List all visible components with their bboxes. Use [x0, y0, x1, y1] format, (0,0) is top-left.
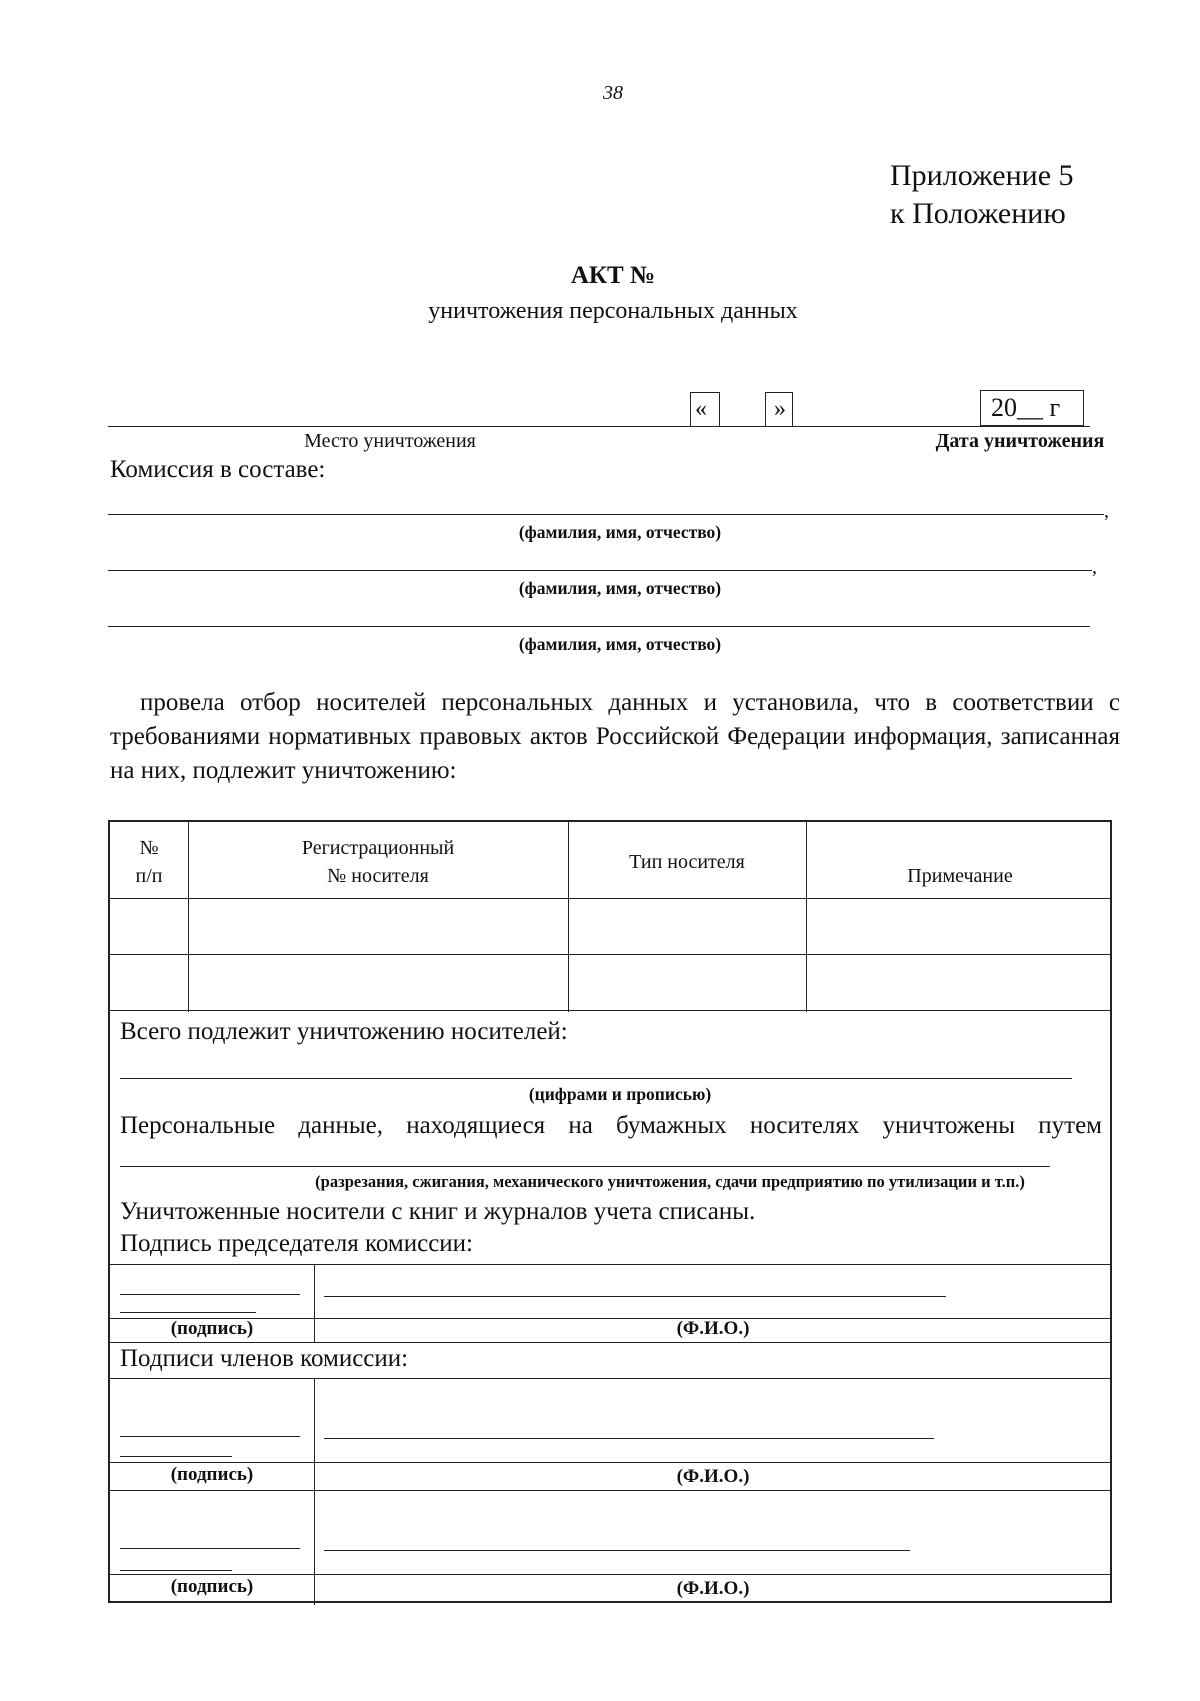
fio-caption-1: (фамилия, имя, отчество): [518, 522, 722, 542]
member1-signature-underline: [120, 1456, 232, 1457]
chair-signature-label: Подпись председателя комиссии:: [120, 1230, 474, 1257]
chair-block-top: [110, 1264, 1112, 1265]
col-header-number: [110, 834, 188, 890]
member2-signature-line[interactable]: [120, 1548, 300, 1549]
year-box[interactable]: 20__ г: [980, 390, 1084, 426]
commission-member-line-2[interactable]: [108, 570, 1092, 571]
member2-signature-underline: [120, 1570, 232, 1571]
member2-fio-caption: (Ф.И.О.): [676, 1578, 750, 1599]
page-number: 38: [603, 82, 623, 104]
table-cell-r1-note[interactable]: [807, 899, 1112, 954]
paper-method-line[interactable]: [120, 1166, 1050, 1167]
col-header-number-line1: №: [139, 837, 159, 859]
chair-block-bottom: [110, 1342, 1112, 1343]
media-table: [108, 820, 1112, 1603]
member1-block-top: [110, 1378, 1112, 1379]
member1-block-bottom: [110, 1490, 1112, 1491]
commission-member-line-1[interactable]: [108, 514, 1104, 515]
member1-caption-top: [110, 1462, 1112, 1463]
col-header-media-type: Тип носителя: [629, 851, 745, 873]
fio-caption-3: (фамилия, имя, отчество): [518, 634, 722, 654]
member2-signature-caption: (подпись): [170, 1576, 254, 1597]
members-signature-label: Подписи членов комиссии:: [120, 1345, 409, 1372]
table-cell-r2-reg[interactable]: [189, 955, 568, 1010]
chair-signature-underline: [120, 1312, 256, 1313]
member1-signature-caption: (подпись): [170, 1464, 254, 1485]
member2-fio-line[interactable]: [324, 1550, 910, 1551]
col-header-reg-line2: № носителя: [327, 865, 429, 887]
total-line[interactable]: [120, 1078, 1072, 1079]
chair-signature-caption: (подпись): [170, 1318, 254, 1339]
written-off-text: Уничтоженные носители с книг и журналов учета списаны.: [120, 1198, 756, 1225]
date-caption: Дата уничтожения: [935, 430, 1105, 452]
appendix-header: [890, 157, 1074, 233]
table-cell-r2-type[interactable]: [569, 955, 806, 1010]
day-open-quote: «: [690, 392, 720, 426]
table-cell-r1-number[interactable]: [110, 899, 188, 954]
member1-fio-line[interactable]: [324, 1438, 934, 1439]
chair-signature-line[interactable]: [120, 1294, 300, 1295]
commission-label: Комиссия в составе:: [110, 456, 326, 483]
member2-caption-top: [110, 1574, 1112, 1575]
paper-method-caption: (разрезания, сжигания, механического уничтожения, сдачи предприятию по утилизации и т.п.): [315, 1172, 1025, 1191]
row-divider-2: [110, 1010, 1112, 1011]
selection-paragraph: провела отбор носителей персональных данных и установила, что в соответствии с требованиями нормативных правовых актов Российской Федерации информация, записанная на них, подлежит уничтожению:: [110, 689, 1120, 784]
table-cell-r2-note[interactable]: [807, 955, 1112, 1010]
appendix-line2: к Положению: [890, 197, 1066, 230]
total-caption: (цифрами и прописью): [528, 1084, 712, 1104]
commission-member-line-3[interactable]: [108, 626, 1090, 627]
day-close-quote: »: [765, 392, 793, 426]
table-cell-r2-number[interactable]: [110, 955, 188, 1010]
col-header-reg-number: [188, 834, 568, 890]
fio-caption-2: (фамилия, имя, отчество): [518, 578, 722, 598]
act-title: АКТ №: [570, 262, 656, 289]
place-date-line[interactable]: [108, 426, 1090, 427]
table-cell-r1-reg[interactable]: [189, 899, 568, 954]
col-header-note: Примечание: [907, 865, 1013, 887]
act-subtitle: уничтожения персональных данных: [428, 298, 798, 324]
chair-fio-line[interactable]: [324, 1296, 946, 1297]
place-caption: Место уничтожения: [304, 430, 476, 452]
member1-fio-caption: (Ф.И.О.): [676, 1466, 750, 1487]
member1-signature-line[interactable]: [120, 1436, 300, 1437]
comma-1: ,: [1104, 500, 1109, 522]
comma-2: ,: [1092, 556, 1097, 578]
appendix-line1: Приложение 5: [890, 159, 1074, 192]
paper-destruction-label: Персональные данные, находящиеся на бумажных носителях уничтожены путем: [120, 1112, 1102, 1139]
chair-fio-caption: (Ф.И.О.): [676, 1318, 750, 1339]
total-label: Всего подлежит уничтожению носителей:: [120, 1018, 568, 1045]
members-block-divider: [314, 1378, 315, 1605]
table-cell-r1-type[interactable]: [569, 899, 806, 954]
col-header-reg-line1: Регистрационный: [301, 837, 455, 859]
col-header-number-line2: п/п: [135, 865, 163, 887]
